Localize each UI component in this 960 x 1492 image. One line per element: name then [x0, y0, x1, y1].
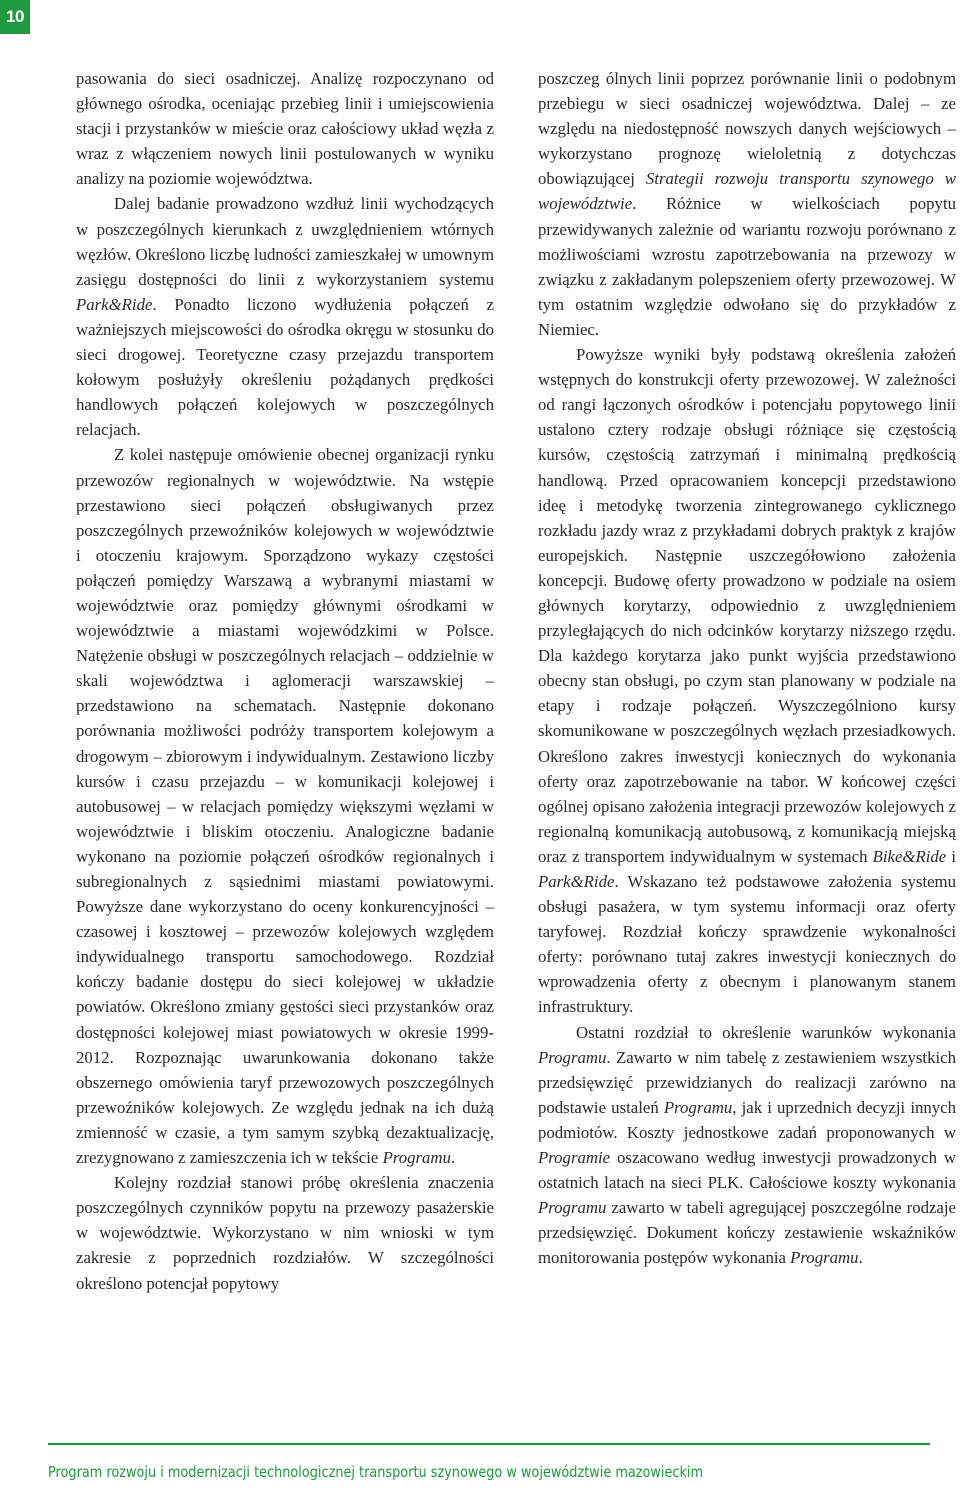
text-run: . Różnice w wielkościach popytu przewidywanych zależnie od wariantu rozwoju porównano z możliwościami wzrostu zapotrzebowania na przewozy w związku z zakładanym polepszeniem oferty przewozowej. W tym ostatnim względzie odwołano się do przykładów z Niemiec. — [538, 194, 956, 339]
text-run: Powyższe wyniki były podstawą określenia założeń wstępnych do konstrukcji oferty przewozowej. W zależności od rangi łączonych ośrodków i potencjału popytowego linii ustalono cztery rodzaje obsługi różniące się częstością kursów, częstością zatrzymań i minimalną prędkością handlową. Przed opracowaniem koncepcji przedstawiono ideę i metodykę tworzenia zintegrowanego cyklicznego rozkładu jazdy wraz z przykładami dobrych praktyk z krajów europejskich. Następnie uszczegółowiono założenia koncepcji. Budowę oferty prowadzono w podziale na osiem głównych korytarzy, odpowiednio z uwzględnieniem przyległających do nich odcinków korytarzy niższego rzędu. Dla każdego korytarza jako punkt wyjścia przedstawiono obecny stan obsługi, po czym stan planowany w podziale na etapy i rodzaje połączeń. Wyszczególniono kursy skomunikowane w poszczególnych węzłach przesiadkowych. Określono zakres inwestycji koniecznych do wykonania oferty oraz zapotrzebowanie na tabor. W końcowej części ogólnej opisano założenia integracji przewozów kolejowych z regionalną komunikacją autobusową, z komunikacją miejską oraz z transportem indywidualnym w systemach — [538, 345, 956, 866]
right-text-column — [538, 66, 956, 1271]
page-number-badge — [0, 0, 30, 34]
italic-term: Programu — [538, 1047, 607, 1067]
text-run: . Zawarto w nim tabelę z zestawieniem wszystkich przedsięwzięć przewidzianych do realizacji zarówno na podstawie ustaleń — [538, 1047, 956, 1117]
text-run: , jak i uprzednich decyzji innych podmiotów. Koszty jednostkowe zadań proponowanych w — [538, 1097, 957, 1142]
text-run: . — [858, 1248, 863, 1268]
left-text-column — [76, 66, 494, 1296]
italic-term: Programu — [790, 1248, 859, 1268]
italic-term: Strategii rozwoju transportu szynowego w województwie — [538, 169, 956, 214]
right-paragraph-3 — [538, 1020, 956, 1271]
italic-term: Park&Ride — [76, 294, 153, 314]
text-run: . — [450, 1148, 456, 1168]
left-paragraph-2 — [76, 191, 494, 442]
text-run: zawarto w tabeli agregującej poszczególne rodzaje przedsięwzięć. Dokument kończy zestawienie wskaźników monitorowania postępów wykonania — [538, 1198, 956, 1268]
italic-term: Programu — [538, 1198, 607, 1218]
footer-title: Program rozwoju i modernizacji technologicznej transportu szynowego w województwie mazowieckim — [48, 1463, 704, 1481]
text-run: i — [946, 846, 957, 866]
italic-term: Programu — [382, 1148, 451, 1168]
left-paragraph-4: Kolejny rozdział stanowi próbę określenia znaczenia poszczególnych czynników popytu na przewozy pasażerskie w województwie. Wykorzystano w nim wnioski w tym zakresie z poprzednich rozdziałów. W szczególności określono potencjał popytowy — [76, 1173, 494, 1293]
italic-term: Programu — [663, 1097, 733, 1117]
text-run: . Ponadto liczono wydłużenia połączeń z ważniejszych miejscowości do ośrodka okręgu w stosunku do sieci drogowej. Teoretyczne czasy przejazdu transportem kołowym posłużyły określeniu pożądanych prędkości handlowych połączeń kolejowych w poszczególnych relacjach. — [76, 294, 494, 440]
right-paragraph-1 — [538, 66, 956, 342]
italic-term: Park&Ride — [538, 872, 615, 891]
left-paragraph-3 — [76, 442, 494, 1170]
text-run: Z kolei następuje omówienie obecnej organizacji rynku przewozów regionalnych w województwie. Na wstępie przestawiono sieci połączeń obsługiwanych przez poszczególnych przewoźników kolejowych w województwie i otoczeniu krajowym. Sporządzono wykazy częstości połączeń pomiędzy Warszawą a wybranymi miastami w województwie oraz pomiędzy głównymi ośrodkami w województwie a miastami wojewódzkimi w Polsce. Natężenie obsługi w poszczególnych relacjach – oddzielnie w skali województwa i aglomeracji warszawskiej – przedstawiono na schematach. Następnie dokonano porównania możliwości podróży transportem kolejowym a drogowym – zbiorowym i indywidualnym. Zestawiono liczby kursów i czasu przejazdu – w komunikacji kolejowej i autobusowej – w relacjach pomiędzy większymi węzłami w województwie i bliskim otoczeniu. Analogiczne badanie wykonano na poziomie połączeń ośrodków regionalnych i subregionalnych z sąsiednimi miastami powiatowymi. Powyższe dane wykorzystano do oceny konkurencyjności – czasowej i kosztowej – przewozów kolejowych względem indywidualnego transportu samochodowego. Rozdział kończy badanie dostępu do sieci kolejowej w układzie powiatów. Określono zmiany gęstości sieci przystanków oraz dostępności kolejowej miast powiatowych w okresie 1999-2012. Rozpoznając uwarunkowania dokonano także obszernego omówienia taryf przewozowych poszczególnych przewoźników kolejowych. Ze względu jednak na ich dużą zmienność w czasie, a tym samym szybką dezaktualizację, zrezygnowano z zamieszczenia ich w tekście — [76, 445, 494, 1168]
left-paragraph-1: pasowania do sieci osadniczej. Analizę rozpoczynano od głównego ośrodka, oceniając przebieg linii i umiejscowienia stacji i przystanków w mieście oraz całościowy układ węzła z wraz z włączeniem nowych linii postulowanych w wyniku analizy na poziomie województwa. — [76, 69, 494, 189]
italic-term: Programie — [538, 1148, 611, 1168]
text-run: oszacowano według inwestycji prowadzonych w ostatnich latach na sieci PLK. Całościowe koszty wykonania — [538, 1148, 956, 1193]
text-run: poszczeg ólnych linii poprzez porównanie linii o podobnym przebiegu w sieci osadniczej województwa. Dalej – ze względu na niedostępność nowszych danych wejściowych – wykorzystano prognozę wieloletnią z dotychczas obowiązującej — [538, 69, 956, 189]
italic-term: Bike&Ride — [872, 846, 947, 866]
text-run: . Wskazano też podstawowe założenia systemu obsługi pasażera, w tym systemu informacji oraz oferty taryfowej. Rozdział kończy sprawdzenie wykonalności oferty: porównano tutaj zakres inwestycji koniecznych do wprowadzenia oferty z obecnym i planowanym stanem infrastruktury. — [538, 872, 956, 1017]
footer-divider — [48, 1443, 930, 1445]
page-number: 10 — [6, 7, 24, 26]
right-paragraph-2 — [538, 342, 956, 1020]
text-run: Dalej badanie prowadzono wzdłuż linii wychodzących w poszczególnych kierunkach z uwzględnieniem wtórnych węzłów. Określono liczbę ludności zamieszkałej w umownym zasięgu dostępności do linii z wykorzystaniem systemu — [76, 194, 494, 289]
text-run: Ostatni rozdział to określenie warunków wykonania — [576, 1022, 956, 1042]
